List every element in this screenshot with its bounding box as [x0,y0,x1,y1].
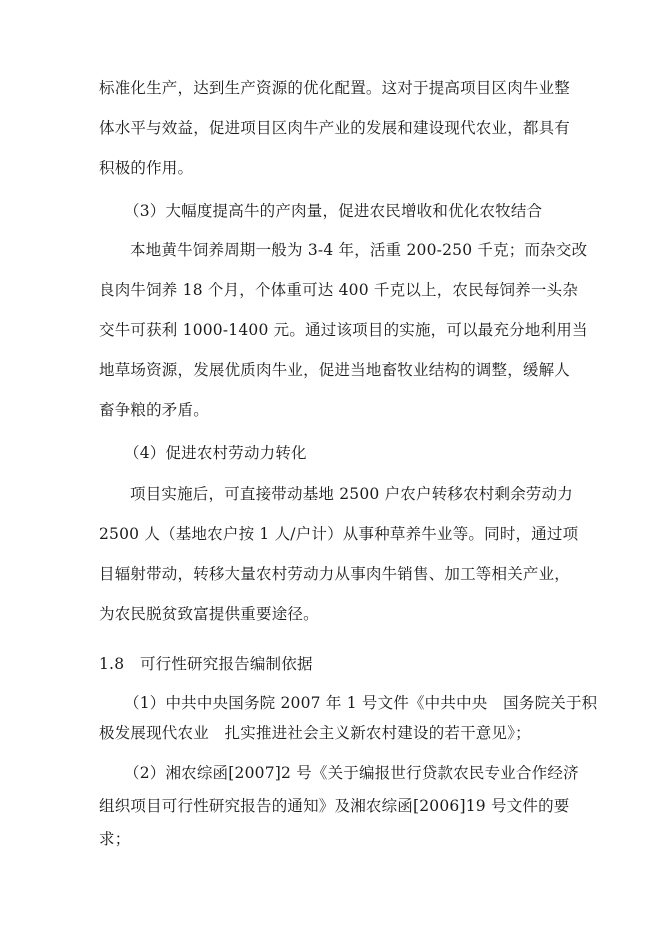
text-line: 2500 人（基地农户按 1 人/户计）从事种草养牛业等。同时，通过项 [99,525,579,543]
text-line: 目辐射带动，转移大量农村劳动力从事肉牛销售、加工等相关产业， [99,565,571,583]
text-line: 积极的作用。 [99,159,194,177]
text-line: 组织项目可行性研究报告的通知》及湘农综函[2006]19 号文件的要 [99,797,570,815]
text-line: 体水平与效益，促进项目区肉牛产业的发展和建设现代农业，都具有 [99,119,571,137]
text-line: 极发展现代农业 扎实推进社会主义新农村建设的若干意见》； [99,724,531,742]
text-line: 标准化生产，达到生产资源的优化配置。这对于提高项目区肉牛业整 [99,79,571,97]
text-line: 为农民脱贫致富提供重要途径。 [99,605,319,623]
text-line: （2）湘农综函[2007]2 号《关于编报世行贷款农民专业合作经济 [124,764,579,782]
section-title-1-8: 1.8 可行性研究报告编制依据 [99,655,313,673]
text-line: 求； [99,830,131,848]
text-line: 项目实施后，可直接带动基地 2500 户农户转移农村剩余劳动力 [130,485,574,503]
text-line: 畜争粮的矛盾。 [99,401,209,419]
text-line: （1）中共中央国务院 2007 年 1 号文件《中共中央 国务院关于积 [124,694,598,712]
text-line: 本地黄牛饲养周期一般为 3-4 年，活重 200-250 千克；而杂交改 [130,241,588,259]
text-line: 良肉牛饲养 18 个月，个体重可达 400 千克以上，农民每饲养一头杂 [99,281,579,299]
section-heading-3: （3）大幅度提高牛的产肉量，促进农民增收和优化农牧结合 [124,202,543,220]
section-heading-4: （4）促进农村劳动力转化 [124,444,307,462]
text-line: 地草场资源，发展优质肉牛业，促进当地畜牧业结构的调整，缓解人 [99,361,571,379]
text-line: 交牛可获利 1000-1400 元。通过该项目的实施，可以最充分地利用当 [99,321,588,339]
